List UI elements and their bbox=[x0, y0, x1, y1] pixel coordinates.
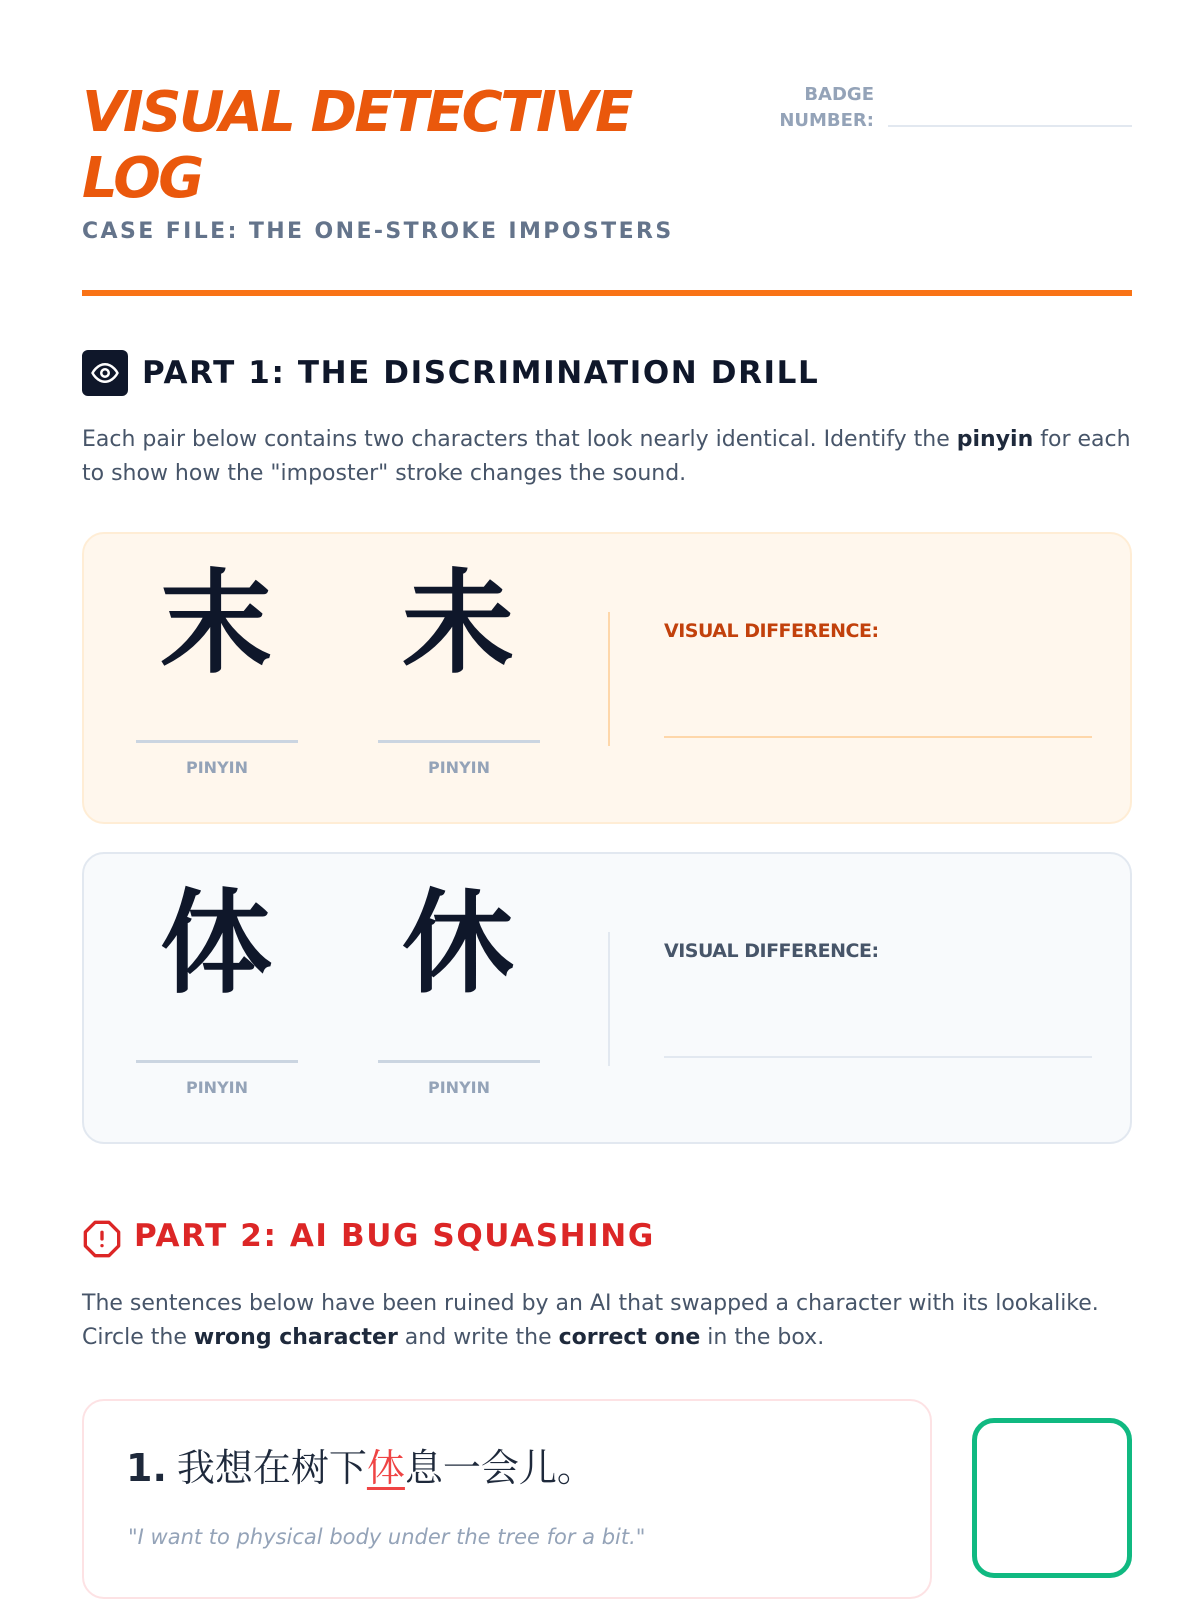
badge-number-label: BADGE NUMBER: bbox=[779, 84, 874, 131]
pair-1-pinyin-label-b: PINYIN bbox=[428, 758, 490, 777]
part1-instructions bbox=[82, 423, 1142, 491]
part2-instructions-text-1: The sentences below have been ruined by an AI that swapped a character with its lookalike. Circle the bbox=[82, 1291, 1099, 1350]
page-title: VISUAL DETECTIVE LOG bbox=[82, 80, 631, 211]
header-divider bbox=[82, 290, 1132, 296]
part2-title: PART 2: AI BUG SQUASHING bbox=[134, 1218, 655, 1254]
bug-sentence-1 bbox=[126, 1443, 595, 1493]
part2-instructions-emphasis-2: correct one bbox=[558, 1325, 701, 1350]
pair-2-pinyin-field-b[interactable] bbox=[378, 1060, 540, 1063]
badge-number-field[interactable] bbox=[888, 125, 1132, 127]
pair-1-divider bbox=[608, 612, 610, 746]
pair-1-difference-label: VISUAL DIFFERENCE: bbox=[664, 620, 879, 642]
pair-1-char-b: 未 bbox=[402, 559, 514, 689]
pair-1-char-a: 末 bbox=[160, 559, 272, 689]
part2-instructions bbox=[82, 1287, 1142, 1355]
part2-instructions-emphasis-1: wrong character bbox=[193, 1325, 398, 1350]
part1-instructions-text-end: for each to show how the "imposter" stroke changes the sound. bbox=[82, 427, 1131, 486]
pair-2-pinyin-label-b: PINYIN bbox=[428, 1078, 490, 1097]
bug-sentence-card-1 bbox=[82, 1399, 932, 1599]
pair-2-difference-label: VISUAL DIFFERENCE: bbox=[664, 940, 879, 962]
pair-1-difference-field[interactable] bbox=[664, 736, 1092, 738]
eye-icon bbox=[82, 350, 128, 396]
bug-sentence-before: 我想在树下 bbox=[176, 1446, 367, 1490]
alert-circle-icon bbox=[82, 1219, 122, 1259]
part1-instructions-text: Each pair below contains two characters that look nearly identical. Identify the bbox=[82, 427, 957, 452]
case-file-subtitle: CASE FILE: THE ONE-STROKE IMPOSTERS bbox=[82, 219, 674, 244]
part2-instructions-text-2: and write the bbox=[397, 1325, 559, 1350]
pair-2-divider bbox=[608, 932, 610, 1066]
bug-wrong-character[interactable]: 体 bbox=[366, 1446, 405, 1490]
part1-title: PART 1: THE DISCRIMINATION DRILL bbox=[142, 355, 820, 391]
bug-sentence-after: 息一会儿。 bbox=[404, 1446, 595, 1490]
pair-2-difference-field[interactable] bbox=[664, 1056, 1092, 1058]
pair-2-char-a: 体 bbox=[160, 879, 272, 1009]
pair-card-1 bbox=[82, 532, 1132, 824]
bug-translation-1: "I want to physical body under the tree for a bit." bbox=[128, 1525, 646, 1549]
part2-instructions-text-3: in the box. bbox=[700, 1325, 825, 1350]
answer-box-1[interactable] bbox=[972, 1418, 1132, 1578]
pair-1-pinyin-field-b[interactable] bbox=[378, 740, 540, 743]
pair-card-2 bbox=[82, 852, 1132, 1144]
bug-item-number: 1. bbox=[126, 1446, 167, 1490]
pair-2-pinyin-label-a: PINYIN bbox=[186, 1078, 248, 1097]
pair-2-char-b: 休 bbox=[402, 879, 514, 1009]
pair-1-pinyin-label-a: PINYIN bbox=[186, 758, 248, 777]
pair-1-pinyin-field-a[interactable] bbox=[136, 740, 298, 743]
pair-2-pinyin-field-a[interactable] bbox=[136, 1060, 298, 1063]
part1-instructions-emphasis: pinyin bbox=[956, 427, 1034, 452]
